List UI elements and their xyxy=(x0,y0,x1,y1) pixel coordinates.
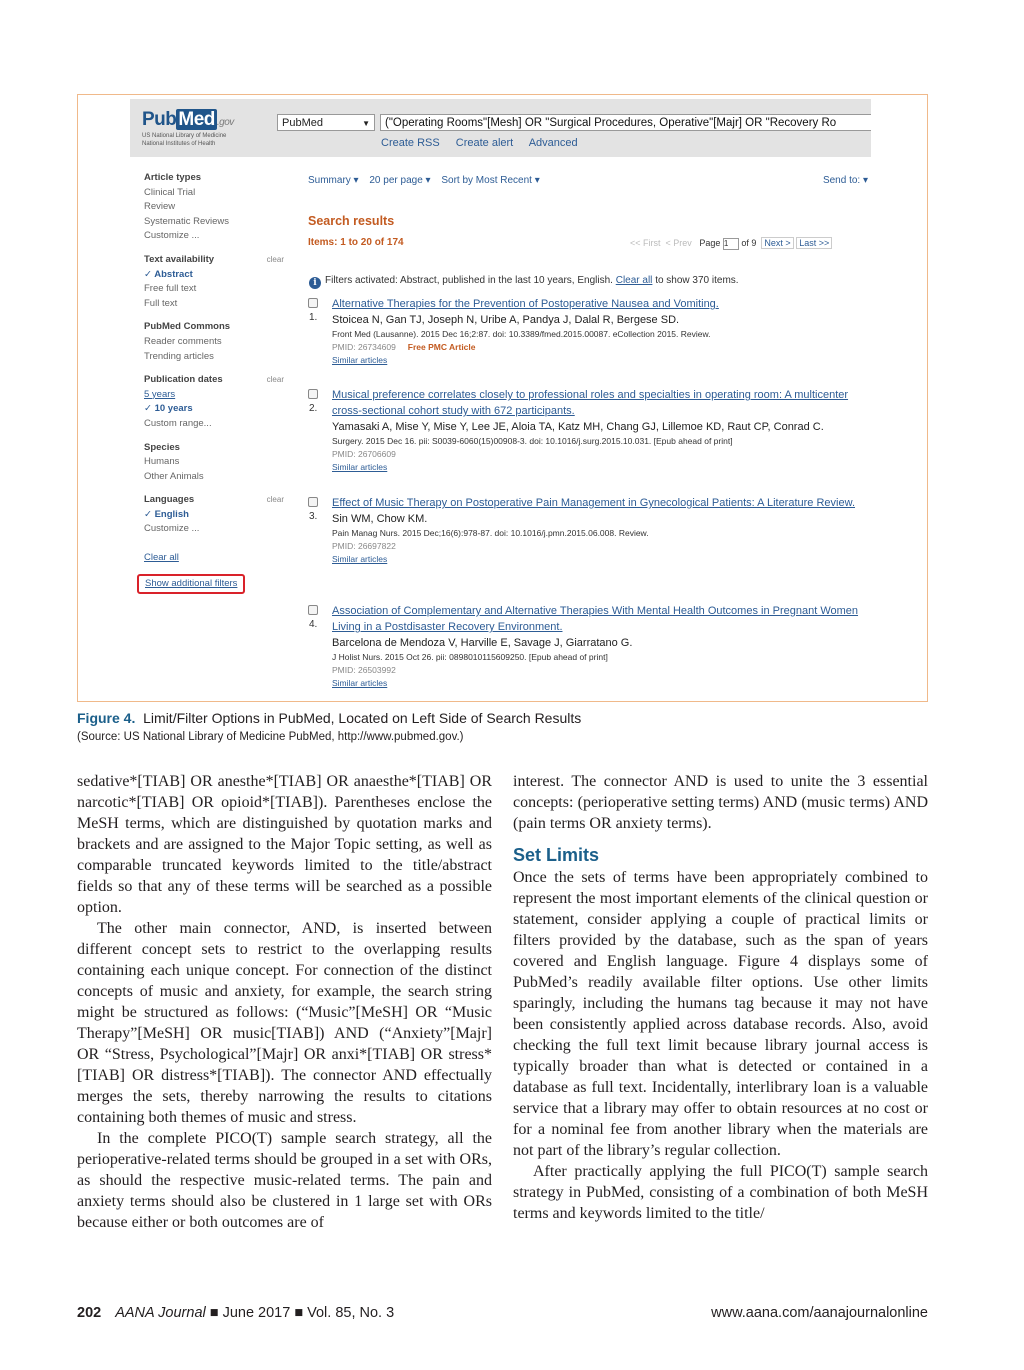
figure-label: Figure 4. xyxy=(77,710,136,726)
results-toolbar xyxy=(308,175,868,186)
result-number: 3. xyxy=(309,511,318,522)
pubmed-logo-subtitle: US National Library of Medicine National Institutes of Health xyxy=(142,133,227,147)
result-checkbox[interactable] xyxy=(308,389,318,399)
database-select[interactable]: PubMed ▼ xyxy=(277,114,375,131)
clear-all-filters-link[interactable]: Clear all xyxy=(615,275,653,286)
summary-dropdown[interactable]: Summary ▾ xyxy=(308,175,359,186)
journal-url[interactable]: www.aana.com/aanajournalonline xyxy=(711,1305,928,1321)
chevron-down-icon: ▼ xyxy=(362,119,370,128)
section-heading: Set Limits xyxy=(513,845,600,865)
result-number: 4. xyxy=(309,619,318,630)
result-number: 2. xyxy=(309,403,318,414)
filter-item[interactable]: Trending articles xyxy=(144,350,214,362)
result-pmid: PMID: 26734609 Free PMC Article xyxy=(332,342,476,352)
result-title-link[interactable]: Effect of Music Therapy on Postoperative Pain Management in Gynecological Patients: A Literature Review. xyxy=(332,497,855,509)
left-column xyxy=(77,771,492,1233)
similar-articles-link[interactable]: Similar articles xyxy=(332,355,388,365)
create-rss-link[interactable]: Create RSS xyxy=(381,137,440,149)
clear-link[interactable]: clear xyxy=(266,375,284,385)
send-to-dropdown[interactable]: Send to: ▾ xyxy=(822,175,868,186)
result-title-link[interactable]: Association of Complementary and Alternative Therapies With Mental Health Outcomes in Pregnant Women Living in a Postdisaster Recovery Environment. xyxy=(332,605,859,633)
similar-articles-link[interactable]: Similar articles xyxy=(332,554,388,564)
paragraph: interest. The connector AND is used to unite the 3 essential concepts: (perioperative setting terms) AND (music terms) AND (pain terms OR anxiety terms). xyxy=(513,773,928,832)
results-title: Search results xyxy=(308,214,395,228)
result-citation: J Holist Nurs. 2015 Oct 26. pii: 0898010115609250. [Epub ahead of print] xyxy=(332,652,608,662)
first-page-link[interactable]: << First xyxy=(630,238,661,248)
page-number: 202 xyxy=(77,1305,102,1321)
result-item xyxy=(308,603,868,690)
result-authors: Sin WM, Chow KM. xyxy=(332,513,428,525)
items-count: Items: 1 to 20 of 174 xyxy=(308,237,404,248)
paragraph: After practically applying the full PICO(T) sample search strategy in PubMed, consisting of a combination of both MeSH terms and keywords limited to the title/ xyxy=(513,1163,928,1222)
result-item xyxy=(308,296,868,367)
result-title-link[interactable]: Alternative Therapies for the Prevention of Postoperative Nausea and Vomiting. xyxy=(332,298,719,310)
filter-item-selected[interactable]: ✓ Abstract xyxy=(144,268,193,280)
info-icon: i xyxy=(309,277,321,289)
filter-item[interactable]: Review xyxy=(144,201,176,213)
paragraph: The other main connector, AND, is inserted between different concept sets to restrict to the overlapping results containing each unique concept. For connection of the distinct concepts of music and anxiety, for example, the search string might be structured as follows: (“Music”[MeSH] OR “Music Therapy”[MeSH] OR music[TIAB]) AND (“Anxiety”[Majr] OR “Stress, Psychological”[Majr] OR anxi*[TIAB] OR stress*[TIAB] OR distress*[TIAB]). The connector AND effectually merges the sets, thereby narrowing the results to citations containing both themes of music and stress. xyxy=(77,920,492,1126)
search-input[interactable]: ("Operating Rooms"[Mesh] OR "Surgical Procedures, Operative"[Majr] OR "Recovery Ro xyxy=(380,114,871,131)
result-authors: Yamasaki A, Mise Y, Mise Y, Lee JE, Aloia TA, Katz MH, Chang GJ, Lillemoe KD, Raut CP, Conrad C. xyxy=(332,421,824,433)
filter-item[interactable]: Humans xyxy=(144,456,180,468)
filter-item[interactable]: Customize ... xyxy=(144,523,200,535)
similar-articles-link[interactable]: Similar articles xyxy=(332,678,388,688)
result-title-link[interactable]: Musical preference correlates closely to professional roles and specialties in operating room: A multicenter cross-sectional cohort study with 672 participants. xyxy=(332,389,849,417)
pubmed-screenshot xyxy=(130,99,871,697)
free-pmc-article-link[interactable]: Free PMC Article xyxy=(407,342,476,352)
pager xyxy=(630,238,832,250)
result-number: 1. xyxy=(309,312,318,323)
similar-articles-link[interactable]: Similar articles xyxy=(332,462,388,472)
filter-item[interactable]: Customize ... xyxy=(144,230,200,242)
filter-item-selected[interactable]: ✓ 10 years xyxy=(144,403,193,415)
result-citation: Front Med (Lausanne). 2015 Dec 16;2:87. doi: 10.3389/fmed.2015.00087. eCollection 2015. Review. xyxy=(332,329,711,339)
clear-link[interactable]: clear xyxy=(266,254,284,264)
page-total: of 9 xyxy=(741,238,757,248)
filter-heading-pubmed-commons: PubMed Commons xyxy=(144,321,231,333)
filter-heading-languages: Languages xyxy=(144,494,195,506)
pubmed-header xyxy=(130,99,871,157)
filter-sidebar xyxy=(144,171,294,594)
result-authors: Stoicea N, Gan TJ, Joseph N, Uribe A, Pandya J, Dalal R, Bergese SD. xyxy=(332,314,680,326)
next-page-button[interactable]: Next > xyxy=(761,237,793,249)
result-citation: Pain Manag Nurs. 2015 Dec;16(6):978-87. doi: 10.1016/j.pmn.2015.06.008. Review. xyxy=(332,528,649,538)
result-citation: Surgery. 2015 Dec 16. pii: S0039-6060(15)00908-3. doi: 10.1016/j.surg.2015.10.031. [Epub ahead of print] xyxy=(332,436,733,446)
create-alert-link[interactable]: Create alert xyxy=(455,137,514,149)
result-pmid: PMID: 26503992 xyxy=(332,665,396,675)
figure-source: (Source: US National Library of Medicine PubMed, http://www.pubmed.gov.) xyxy=(77,731,464,743)
filter-item[interactable]: Other Animals xyxy=(144,470,204,482)
per-page-dropdown[interactable]: 20 per page ▾ xyxy=(369,175,431,186)
filter-item[interactable]: Reader comments xyxy=(144,335,222,347)
header-links xyxy=(381,137,591,149)
result-pmid: PMID: 26697822 xyxy=(332,541,396,551)
page-footer xyxy=(77,1305,928,1321)
filter-item-selected[interactable]: ✓ English xyxy=(144,508,189,520)
sort-dropdown[interactable]: Sort by Most Recent ▾ xyxy=(441,175,540,186)
filter-heading-text-availability: Text availability xyxy=(144,253,215,265)
filter-item[interactable]: Free full text xyxy=(144,283,197,295)
result-checkbox[interactable] xyxy=(308,605,318,615)
show-additional-filters-link[interactable]: Show additional filters xyxy=(137,574,245,595)
right-column xyxy=(513,771,928,1224)
last-page-button[interactable]: Last >> xyxy=(796,237,832,249)
paragraph: Once the sets of terms have been appropriately combined to represent the most important elements of the clinical question or statement, consider applying a couple of practical limits or filters provided by the database, such as the span of years covered and English language. Figure 4 displays some of PubMed’s readily available filter options. Use other limits sparingly, including the humans tag because it may not have been consistently applied across database records. Also, avoid checking the full text limit because library journal access is typically broader than what is detected or contained in a database as full text. Incidentally, interlibrary loan is a valuable service that a library may offer to obtain resources at no cost or for a nominal fee from another library when the materials are not part of the library’s regular collection. xyxy=(513,869,928,1159)
paragraph: In the complete PICO(T) sample search strategy, all the perioperative-related terms should be grouped in a set with ORs, as should the respective music-related terms. The pain and anxiety terms should also be clustered in 1 large set with ORs because either or both outcomes are of xyxy=(77,1130,492,1231)
result-pmid: PMID: 26706609 xyxy=(332,449,396,459)
filter-heading-article-types: Article types xyxy=(144,172,202,183)
figure-caption: Figure 4. Limit/Filter Options in PubMed, Located on Left Side of Search Results xyxy=(77,710,582,726)
filter-item[interactable]: Clinical Trial xyxy=(144,186,196,198)
issue-info: ■ June 2017 ■ Vol. 85, No. 3 xyxy=(205,1305,395,1321)
filter-item[interactable]: Full text xyxy=(144,297,178,309)
filter-item[interactable]: Custom range... xyxy=(144,417,212,429)
filter-item[interactable]: Systematic Reviews xyxy=(144,215,229,227)
pubmed-logo: Pub Med .gov xyxy=(142,109,234,130)
journal-name: AANA Journal xyxy=(115,1305,206,1321)
filter-item[interactable]: 5 years xyxy=(144,388,176,400)
result-checkbox[interactable] xyxy=(308,298,318,308)
result-checkbox[interactable] xyxy=(308,497,318,507)
paragraph: sedative*[TIAB] OR anesthe*[TIAB] OR anaesthe*[TIAB] OR narcotic*[TIAB] OR opioid*[TIAB]). Parentheses enclose the MeSH terms, which are distinguished by quotation marks and brackets and are assigned to the Major Topic setting, as well as comparable truncated keywords limited to the title/abstract fields so that any of these terms will be searched as a possible option. xyxy=(77,773,492,916)
filter-heading-publication-dates: Publication dates xyxy=(144,374,223,386)
advanced-search-link[interactable]: Advanced xyxy=(528,137,578,149)
page-number-input[interactable]: 1 xyxy=(723,238,739,250)
clear-link[interactable]: clear xyxy=(266,495,284,505)
filter-heading-species: Species xyxy=(144,441,180,453)
prev-page-link[interactable]: < Prev xyxy=(665,238,692,248)
result-authors: Barcelona de Mendoza V, Harville E, Savage J, Giarratano G. xyxy=(332,637,633,649)
result-item xyxy=(308,387,868,474)
page-label: Page xyxy=(699,238,721,248)
figure-frame xyxy=(77,94,928,702)
filters-activated-note: i Filters activated: Abstract, published in the last 10 years, English. Clear all to show 370 items. xyxy=(309,275,739,289)
result-item xyxy=(308,495,868,566)
clear-all-link[interactable]: Clear all xyxy=(144,552,179,564)
